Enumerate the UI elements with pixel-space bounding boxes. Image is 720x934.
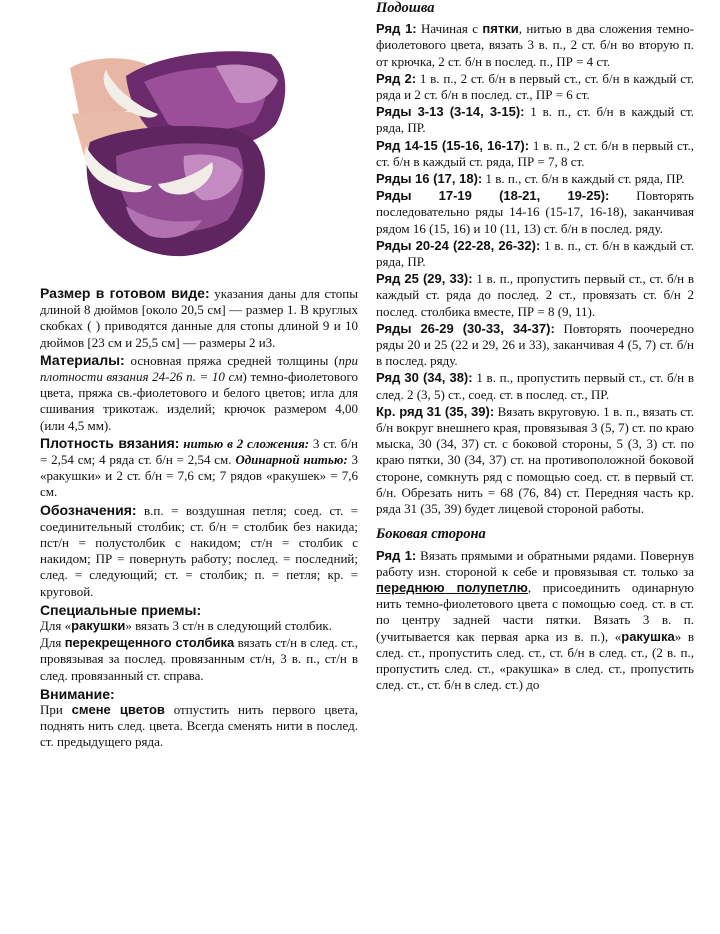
row-30-label: Ряд 30 (34, 38):: [376, 370, 473, 386]
attention-text-a: При: [40, 702, 72, 718]
rows-26-29: [376, 321, 694, 370]
shell-text-a: Для «: [40, 618, 72, 634]
cross-paragraph: [40, 635, 358, 684]
density-single-label: Одинарной нитью:: [235, 452, 348, 468]
special-title: Специальные приемы:: [40, 601, 202, 618]
attention-paragraph: [40, 702, 358, 751]
rows-17-19-text: Повторять последовательно ряды 14-16 (15-17, 16-18), заканчивая рядом 16 (15, 16) и 10 (11, 13) ст. б/н в послед. ряду.: [376, 188, 694, 236]
materials-text-b: ) темно-фиолетового цвета, пряжа св.-фиолетового и белого цветов; игла для сшивания трикотаж. изделий; крючок размером 4,00 (или 4,5 мм).: [40, 369, 358, 433]
attention-term: смене цветов: [71, 702, 165, 718]
rows-26-29-text: Повторять поочередно ряды 20 и 25 (22 и 29, 26 и 33), заканчивая 4 (5, 7) ст. б/н в послед. ряду.: [376, 320, 695, 369]
materials-label: Материалы:: [40, 351, 125, 368]
symbols-paragraph: [40, 502, 358, 600]
rows-14-15: [376, 138, 694, 170]
shell-paragraph: [40, 618, 358, 634]
symbols-label: Обозначения:: [40, 501, 137, 518]
rows-3-13-label: Ряды 3-13 (3-14, 3-15):: [376, 104, 525, 120]
attention-text-c: отпустить нить первого цвета, поднять нить след. цвета. Всегда сменять нити в послед. ст. предыдущего ряда.: [40, 702, 358, 750]
size-text: указания даны для стопы длиной 8 дюймов [около 20,5 см] — размер 1. В круглых скобках ( ) приводятся данные для стопы длиной 9 и 10 дюймов [23 см и 25,5 см] — размеры 2 и3.: [40, 286, 358, 350]
rows-14-15-text: 1 в. п., 2 ст. б/н в первый ст., ст. б/н в каждый ст. ряда, ПР = 7, 8 ст.: [376, 137, 694, 169]
row-1: [376, 21, 694, 70]
side-row-1: [376, 548, 694, 694]
side-row-1-label: Ряд 1:: [376, 547, 417, 563]
row-1-text-c: , нитью в два сложения темно-фиолетового цвета, вязать 3 в. п., 2 ст. б/н во вторую п. от крючка, 2 ст. б/н в послед. п., ПР = 4 ст.: [376, 21, 694, 69]
rows-26-29-label: Ряды 26-29 (30-33, 34-37):: [376, 320, 555, 336]
cross-text-c: вязать ст/н в след. ст., провязывая за послед. провязанным ст/н, 3 в. п., ст/н в след. провязанный ст. справа.: [40, 635, 358, 683]
rows-3-13: [376, 104, 694, 136]
row-25: [376, 271, 694, 320]
side-row-1-text-c: , присоединить одинарную нить темно-фиолетового цвета с помощью соед. ст. в ст. по центру задней части пятки. Вязать 3 в. п. (учитывается как первая арка из в. п.), «: [376, 579, 694, 644]
right-column: [376, 0, 694, 694]
rows-16: [376, 171, 694, 187]
density-label: Плотность вязания:: [40, 434, 180, 451]
sole-title: Подошва: [376, 0, 435, 16]
cross-term: перекрещенного столбика: [64, 635, 235, 651]
density-paragraph: [40, 435, 358, 501]
rows-16-label: Ряды 16 (17, 18):: [376, 171, 483, 187]
row-2-text: 1 в. п., 2 ст. б/н в первый ст., ст. б/н в каждый ст. ряда и 2 ст. б/н в послед. ст., ПР = 6 ст.: [376, 70, 694, 103]
rows-14-15-label: Ряд 14-15 (15-16, 16-17):: [376, 137, 530, 153]
side-row-1-term: переднюю полупетлю: [376, 579, 528, 595]
row-30: [376, 370, 694, 402]
shell-term: ракушки: [71, 618, 126, 634]
rows-20-24: [376, 238, 694, 270]
symbols-text: в.п. = воздушная петля; соед. ст. = соединительный столбик; ст. б/н = столбик без накида; пст/н = полустолбик с накидом; ст/н = столбик с накидом; ПР = повернуть работу; послед. = последний; след. = следующий; ст. = столбик; п. = петля; кр. = круговой.: [40, 502, 358, 599]
side-row-1-text-e: » в след. ст., пропустить след. ст., ст. б/н в след. ст., (2 в. п., пропустить след. ст., «ракушка» в след. ст., пропустить след. ст., ст. б/н в след. ст.) до: [376, 628, 694, 693]
side-row-1-text-a: Вязать прямыми и обратными рядами. Повернув работу изн. стороной к себе и провязывая ст. только за: [376, 547, 694, 579]
size-label: Размер в готовом виде:: [40, 285, 210, 301]
row-2-label: Ряд 2:: [376, 70, 417, 86]
materials-paragraph: [40, 352, 358, 434]
attention-title: Внимание:: [40, 685, 115, 702]
density-text-b: 3 «ракушки» и 2 ст. б/н = 7,6 см; 7 рядов «ракушек» = 7,6 см.: [40, 452, 358, 500]
row-1-text-a: Начиная с: [416, 21, 483, 37]
row-25-text: 1 в. п., пропустить первый ст., ст. б/н в каждый ст. ряда до послед. 2 ст., провязать ст. б/н 2 послед. столбика вместе, ПР = 8 (9, 11).: [376, 271, 694, 319]
round-31-label: Кр. ряд 31 (35, 39):: [376, 403, 495, 419]
left-column: [40, 285, 358, 752]
rows-17-19-label: Ряды 17-19 (18-21, 19-25):: [376, 188, 610, 204]
density-text-a: 3 ст. б/н = 2,54 см; 4 ряда ст. б/н = 2,54 см.: [40, 435, 358, 468]
row-1-term: пятки: [482, 21, 519, 37]
row-1-label: Ряд 1:: [376, 21, 417, 37]
rows-3-13-text: 1 в. п., ст. б/н в каждый ст. ряда, ПР.: [376, 104, 694, 136]
side-title: Боковая сторона: [376, 526, 486, 543]
row-25-label: Ряд 25 (29, 33):: [376, 271, 473, 287]
rows-16-text: 1 в. п., ст. б/н в каждый ст. ряда, ПР.: [482, 171, 685, 187]
size-paragraph: [40, 285, 358, 351]
rows-17-19: [376, 188, 694, 237]
rows-20-24-text: 1 в. п., ст. б/н в каждый ст. ряда, ПР.: [376, 237, 694, 270]
slippers-photo: [66, 6, 294, 280]
cross-text-a: Для: [40, 635, 65, 651]
density-double-label: нитью в 2 сложения:: [179, 435, 310, 451]
shell-text-c: » вязать 3 ст/н в следующий столбик.: [125, 618, 332, 634]
round-31: [376, 404, 694, 517]
materials-text-italic: при плотности вязания 24-26 п. = 10 см: [40, 352, 358, 385]
materials-text-a: основная пряжа средней толщины (: [124, 352, 339, 368]
rows-20-24-label: Ряды 20-24 (22-28, 26-32):: [376, 237, 541, 253]
round-31-text: Вязать вкруговую. 1 в. п., вязать ст. б/н вокруг внешнего края, провязывая 3 (5, 7) ст. по краю мыска, 30 (34, 37) ст. с боковой стороны, 5 (3, 3) ст. по краю пятки, 30 (34, 37) ст. на противоположной боковой стороне, сомкнуть ряд с помощью соед. ст. в первый ст. б/н. Обрезать нить = 68 (76, 84) ст. Передняя часть кр. ряда 31 (35, 39) будет лицевой стороной работы.: [376, 403, 695, 517]
row-30-text: 1 в. п., пропустить первый ст., ст. б/н в след. 2 (3, 5) ст., соед. ст. в послед. ст., ПР.: [376, 370, 694, 402]
row-2: [376, 71, 694, 103]
side-row-1-shell: ракушка: [621, 628, 675, 644]
